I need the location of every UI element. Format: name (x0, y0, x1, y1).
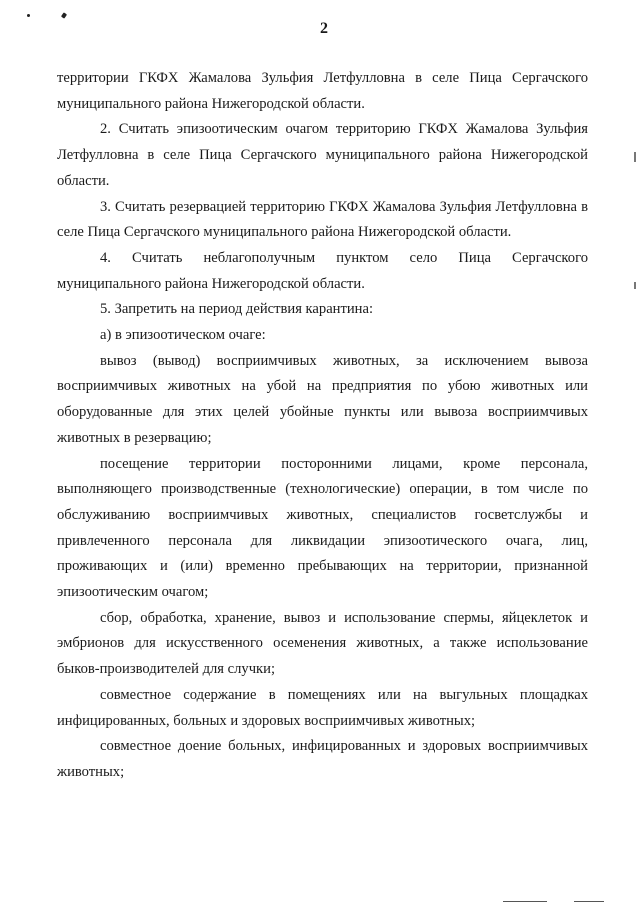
paragraph-breeding-ban: сбор, обработка, хранение, вывоз и использование спермы, яйцеклеток и эмбрионов для искусственного осеменения животных, а также использование быков-производителей для случки; (57, 609, 588, 678)
scan-footer-line (503, 901, 547, 902)
paragraph-joint-keeping-ban: совместное содержание в помещениях или на выгульных площадках инфицированных, больных и здоровых восприимчивых животных; (57, 686, 588, 729)
scan-dot-mark (27, 14, 30, 17)
paragraph-joint-milking-ban: совместное доение больных, инфицированных и здоровых восприимчивых животных; (57, 738, 588, 780)
scan-edge-mark (634, 152, 636, 162)
paragraph-subitem-a: а) в эпизоотическом очаге: (100, 327, 266, 344)
paragraph-item-5: 5. Запретить на период действия карантина: (100, 301, 374, 318)
document-body (57, 66, 588, 786)
paragraph-visit-ban: посещение территории посторонними лицами, кроме персонала, выполняющего производственные (технологические) операции, в том числе по обслуживанию восприимчивых животных, специалистов госветслужбы и привлеченного персонала для ликвидации эпизоотического очага, лиц, проживающих и (или) временно пребывающих на территории, признанной эпизоотическим очагом; (57, 455, 588, 601)
scan-edge-mark (634, 282, 636, 289)
paragraph-item-2: 2. Считать эпизоотическим очагом территорию ГКФХ Жамалова Зульфия Летфулловна в селе Пица Сергачского муниципального района Нижегородской области. (57, 121, 588, 189)
paragraph-export-ban: вывоз (вывод) восприимчивых животных, за исключением вывоза восприимчивых животных на убой на предприятия по убою животных или оборудованные для этих целей убойные пункты или вывоза восприимчивых животных в резервацию; (57, 352, 588, 446)
scan-footer-line (574, 901, 604, 902)
paragraph-item-4: 4. Считать неблагополучным пунктом село Пица Сергачского муниципального района Нижегородской области. (57, 249, 588, 292)
paragraph-continuation: территории ГКФХ Жамалова Зульфия Летфулловна в селе Пица Сергачского муниципального района Нижегородской области. (57, 70, 588, 112)
paragraph-item-3: 3. Считать резервацией территорию ГКФХ Жамалова Зульфия Летфулловна в селе Пица Сергачского муниципального района Нижегородской области. (57, 198, 588, 241)
page-number: 2 (320, 20, 328, 37)
scan-tick-mark (61, 12, 67, 18)
